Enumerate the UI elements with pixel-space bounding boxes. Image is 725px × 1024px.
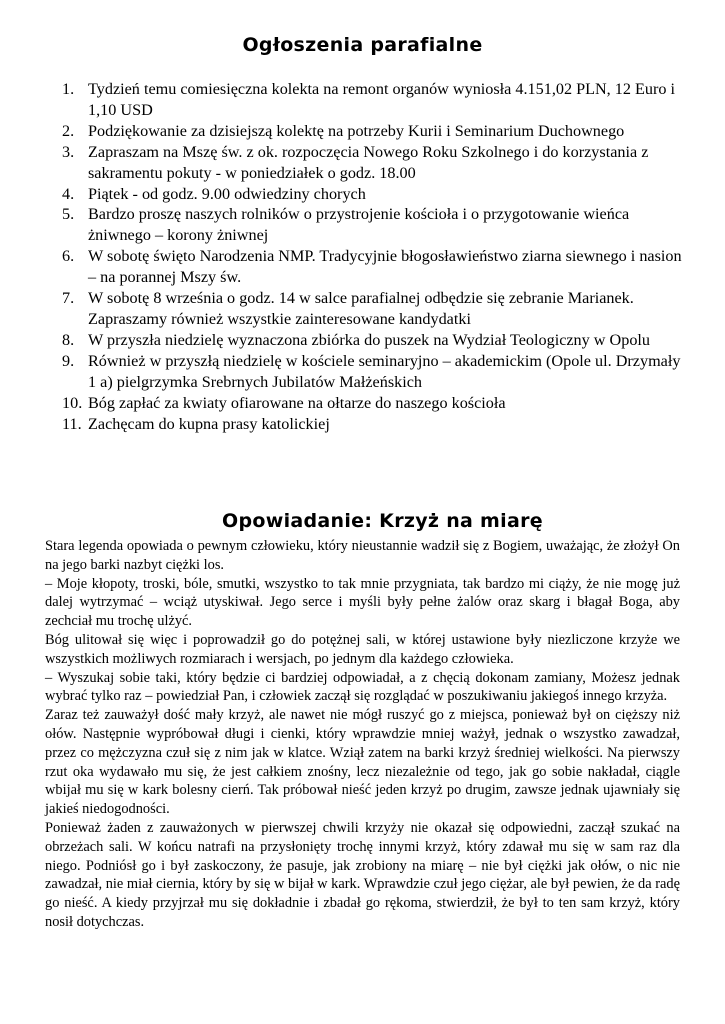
story-paragraph: Bóg ulitował się więc i poprowadził go do potężnej sali, w której ustawione były niezliczone krzyże we wszystkich możliwych rozmiarach i wersjach, po jednym dla każdego człowieka. (45, 631, 680, 667)
item-text: W przyszła niedzielę wyznaczona zbiórka do puszek na Wydział Teologiczny w Opolu (88, 330, 650, 349)
item-number: 5. (62, 205, 75, 224)
item-text: W sobotę święto Narodzenia NMP. Tradycyjnie błogosławieństwo ziarna siewnego i nasion – na porannej Mszy św. (88, 247, 682, 287)
item-text: Tydzień temu comiesięczna kolekta na remont organów wyniosła 4.151,02 PLN, 12 Euro i 1,10 USD (88, 80, 676, 119)
list-item (62, 393, 682, 414)
item-number: 10. (62, 393, 83, 412)
item-number: 11. (62, 414, 82, 433)
list-item (62, 351, 682, 393)
announcements-list (62, 79, 682, 434)
story-paragraph: Stara legenda opowiada o pewnym człowieku, który nieustannie wadził się z Bogiem, uważając, że złożył On na jego barki nazbyt ciężki los. (45, 538, 680, 573)
story-paragraph: – Moje kłopoty, troski, bóle, smutki, wszystko to tak mnie przygniata, tak bardzo mi ciąży, że nie mogę już dalej wytrzymać – wciąż utyskiwał. Jego serce i myśli były pełne żalów oraz skarg i błagał Boga, aby zechciał mu trochę ulżyć. (45, 575, 680, 630)
item-text: Zapraszam na Mszę św. z ok. rozpoczęcia Nowego Roku Szkolnego i do korzystania z sakramentu pokuty - w poniedziałek o godz. 18.00 (88, 142, 649, 182)
list-item (62, 142, 682, 184)
item-text: Podziękowanie za dzisiejszą kolektę na potrzeby Kurii i Seminarium Duchownego (88, 121, 625, 140)
list-item (62, 246, 682, 288)
item-number: 8. (62, 330, 75, 349)
story-body (45, 537, 680, 932)
list-item (62, 288, 682, 330)
list-item (62, 330, 682, 351)
list-item (62, 121, 682, 142)
item-number: 3. (62, 142, 75, 161)
item-number: 4. (62, 184, 75, 203)
item-text: Bardzo proszę naszych rolników o przystrojenie kościoła i o przygotowanie wieńca żniwnego – korony żniwnej (88, 205, 630, 245)
item-number: 7. (62, 289, 75, 308)
list-item (62, 414, 682, 435)
story-paragraph: Zaraz też zauważył dość mały krzyż, ale nawet nie mógł ruszyć go z miejsca, ponieważ był on cięższy niż ołów. Następnie wypróbował długi i cienki, który wprawdzie mniej ważył, jednak o wszystko zawadzał, przez co mężczyzna czuł się z nim jak w klatce. Wziął zatem na barki krzyż średniej wielkości. Na pierwszy rzut oka wydawało mu się, że jest całkiem znośny, lecz niezależnie od tego, jak go sobie nakładał, ciągle wbijał mu się w kark bolesny cierń. Tak próbował nieść jeden krzyż po drugim, zawsze jednak ujawniały się jakieś niedogodności. (45, 707, 680, 818)
item-text: Zachęcam do kupna prasy katolickiej (88, 414, 330, 433)
item-number: 1. (62, 80, 75, 98)
list-item (62, 184, 682, 205)
item-text: W sobotę 8 września o godz. 14 w salce parafialnej odbędzie się zebranie Marianek. Zapraszamy również wszystkie zainteresowane kandydatki (88, 289, 634, 328)
item-text: Również w przyszłą niedzielę w kościele seminaryjno – akademickim (Opole ul. Drzymały 1 a) pielgrzymka Srebrnych Jubilatów Małżeńskich (88, 351, 681, 391)
item-number: 6. (62, 247, 75, 266)
story-paragraph: – Wyszukaj sobie taki, który będzie ci bardziej odpowiadał, a z chęcią dokonam zamiany, Możesz jednak wybrać tylko raz – powiedział Pan, i człowiek zaczął się rozglądać w poszukiwaniu jakiegoś innego krzyża. (45, 669, 680, 705)
item-number: 2. (62, 121, 75, 140)
item-number: 9. (62, 351, 75, 370)
story-title: Opowiadanie: Krzyż na miarę (222, 510, 543, 532)
announcements-title: Ogłoszenia parafialne (242, 34, 483, 56)
item-text: Piątek - od godz. 9.00 odwiedziny chorych (88, 184, 366, 203)
list-item (62, 204, 682, 246)
item-text: Bóg zapłać za kwiaty ofiarowane na ołtarze do naszego kościoła (88, 393, 506, 412)
list-item (62, 79, 682, 121)
story-paragraph: Ponieważ żaden z zauważonych w pierwszej chwili krzyży nie okazał się odpowiedni, zaczął szukać na obrzeżach sali. W końcu natrafi na przysłonięty trochę innymi krzyż, który zdawał mu się w sam raz dla niego. Podniósł go i był zaskoczony, że pasuje, jak zrobiony na miarę – nie był ciężki jak ołów, o nic nie zawadzał, nie miał ciernia, który by się w bijał w kark. Wprawdzie czuł jego ciężar, ale był pewien, że da radę go nieść. A kiedy przyjrzał mu się dokładnie i zbadał go rękoma, stwierdził, że był to ten sam krzyż, który nosił dotychczas. (45, 819, 680, 930)
